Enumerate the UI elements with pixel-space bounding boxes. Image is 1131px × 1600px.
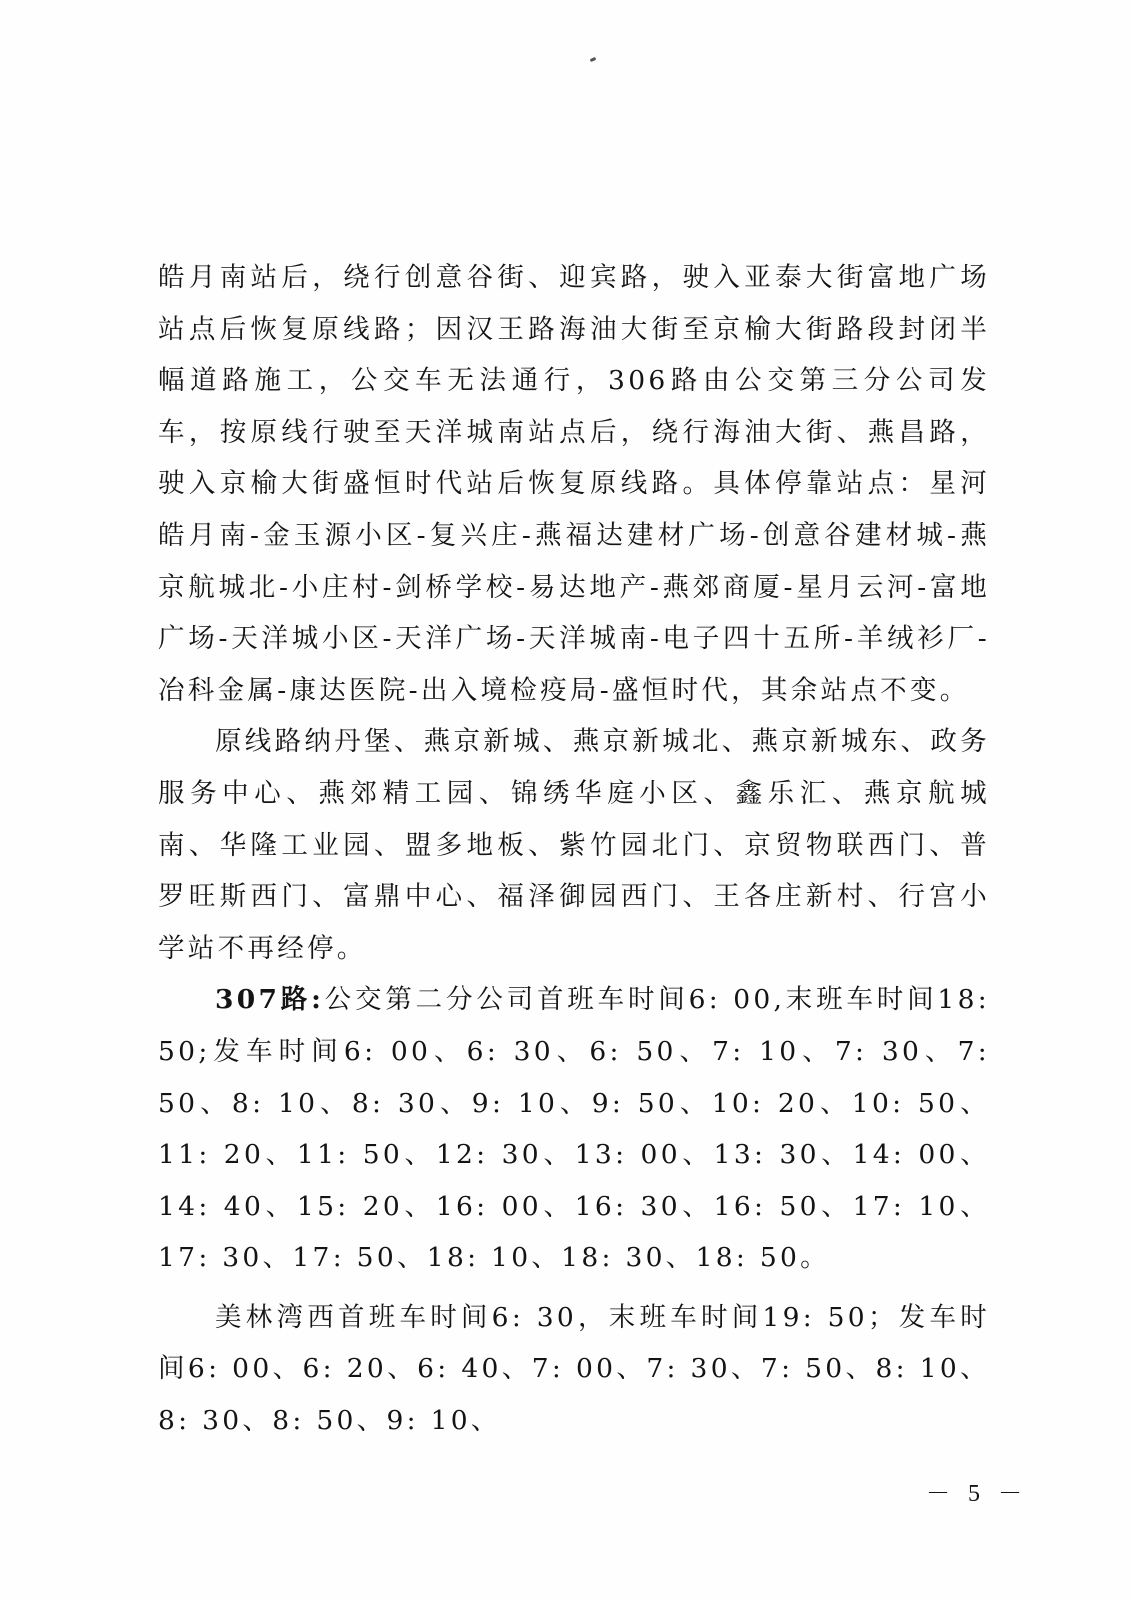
scan-speck bbox=[590, 57, 597, 62]
route-307-schedule: 公交第二分公司首班车时间6: 00,末班车时间18: 50;发车时间6: 00、6: 30、6: 50、7: 10、7: 30、7: 50、8: 10、8: 30、9: 10、9: 50、10: 20、10: 50、11: 20、11: 50、12: 30、13: 00、13: 30、14: 00、14: 40、15: 20、16: 00、16: 30、16: 50、17: 10、17: 30、17: 50、18: 10、18: 30、18: 50。 bbox=[158, 984, 990, 1274]
document-body bbox=[158, 252, 990, 1447]
paragraph-route-306-detour: 皓月南站后，绕行创意谷街、迎宾路，驶入亚泰大街富地广场站点后恢复原线路；因汉王路海油大街至京榆大街路段封闭半幅道路施工，公交车无法通行，306路由公交第三分公司发车，按原线行驶至天洋城南站点后，绕行海油大街、燕昌路，驶入京榆大街盛恒时代站后恢复原线路。具体停靠站点：星河皓月南-金玉源小区-复兴庄-燕福达建材广场-创意谷建材城-燕京航城北-小庄村-剑桥学校-易达地产-燕郊商厦-星月云河-富地广场-天洋城小区-天洋广场-天洋城南-电子四十五所-羊绒衫厂-冶科金属-康达医院-出入境检疫局-盛恒时代，其余站点不变。 bbox=[158, 262, 990, 706]
paragraph-discontinued-stops: 原线路纳丹堡、燕京新城、燕京新城北、燕京新城东、政务服务中心、燕郊精工园、锦绣华庭小区、鑫乐汇、燕京航城南、华隆工业园、盟多地板、紫竹园北门、京贸物联西门、普罗旺斯西门、富鼎中心、福泽御园西门、王各庄新村、行宫小学站不再经停。 bbox=[158, 726, 990, 964]
route-307-label: 307路: bbox=[215, 984, 325, 1016]
paragraph-route-307 bbox=[158, 974, 990, 1284]
page-number: － 5 － bbox=[926, 1481, 1028, 1507]
paragraph-meilinwan-schedule: 美林湾西首班车时间6: 30，末班车时间19: 50；发车时间6: 00、6: 20、6: 40、7: 00、7: 30、7: 50、8: 10、8: 30、8: 50、9: 10、 bbox=[158, 1301, 990, 1437]
